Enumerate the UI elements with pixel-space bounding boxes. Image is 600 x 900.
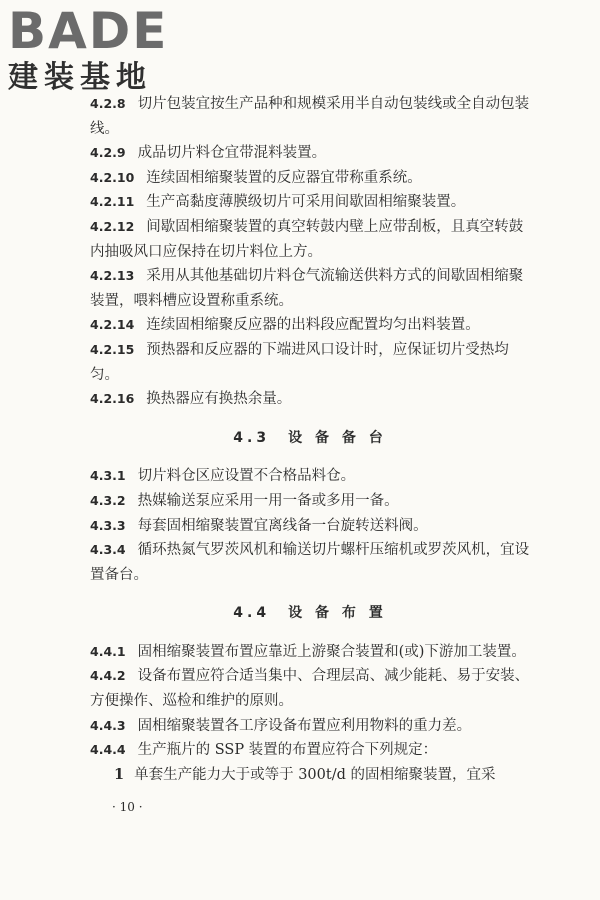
clause-text: 热媒输送泵应采用一用一备或多用一备。 (137, 492, 399, 509)
clause-text: 生产高黏度薄膜级切片可采用间歇固相缩聚装置。 (146, 194, 466, 211)
clause-number: 4.3.4 (90, 542, 126, 558)
clause-item (90, 92, 530, 141)
clause-item (90, 387, 530, 412)
logo-brand: BADE (8, 2, 169, 60)
section-4-2 (90, 92, 530, 412)
clause-item (90, 313, 530, 338)
clause-number: 4.2.8 (90, 96, 126, 111)
clause-item (90, 141, 530, 166)
clause-item (90, 640, 530, 665)
clause-item (90, 338, 530, 387)
clause-item (90, 514, 530, 539)
section-heading-4-4: 4.4 设 备 布 置 (233, 605, 387, 622)
document-body (90, 92, 530, 787)
clause-text: 连续固相缩聚反应器的出料段应配置均匀出料装置。 (146, 317, 480, 334)
clause-number: 4.4.2 (90, 668, 126, 684)
clause-number: 4.2.13 (90, 268, 135, 284)
clause-text: 固相缩聚装置布置应靠近上游聚合装置和(或)下游加工装置。 (137, 643, 526, 660)
clause-number: 4.3.1 (90, 468, 126, 484)
clause-text: 换热器应有换热余量。 (146, 391, 292, 408)
clause-number: 4.2.12 (90, 218, 135, 234)
clause-number: 4.2.14 (90, 317, 135, 333)
sub-item-number: 1 (114, 765, 125, 783)
section-heading-4-3: 4.3 设 备 备 台 (233, 429, 387, 446)
clause-number: 4.4.4 (90, 742, 126, 758)
sub-item (90, 763, 530, 788)
clause-item (90, 215, 530, 264)
clause-text: 循环热氮气罗茨风机和输送切片螺杆压缩机或罗茨风机，宜设置备台。 (90, 542, 530, 583)
clause-item (90, 538, 530, 587)
clause-text: 间歇固相缩聚装置的真空转鼓内壁上应带刮板，且真空转鼓内抽吸风口应保持在切片料位上方。 (90, 218, 524, 260)
section-4-3 (90, 464, 530, 587)
clause-item (90, 190, 530, 215)
clause-text: 成品切片料仓宜带混料装置。 (137, 145, 327, 162)
clause-text: 预热器和反应器的下端进风口设计时，应保证切片受热均匀。 (90, 341, 509, 383)
clause-number: 4.4.1 (90, 643, 126, 659)
clause-text: 固相缩聚装置各工序设备布置应利用物料的重力差。 (137, 717, 472, 734)
sub-item-text: 单套生产能力大于或等于 300t/d 的固相缩聚装置，宜采 (134, 766, 496, 783)
section-4-4 (90, 640, 530, 763)
clause-number: 4.2.11 (90, 194, 135, 210)
clause-text: 切片包装宜按生产品种和规模采用半自动包装线或全自动包装线。 (90, 96, 530, 137)
clause-item (90, 664, 530, 713)
clause-number: 4.2.16 (90, 391, 135, 407)
logo (8, 2, 178, 96)
clause-number: 4.2.10 (90, 169, 135, 185)
clause-text: 切片料仓区应设置不合格品料仓。 (137, 468, 356, 485)
logo-subtitle: 建装基地 (8, 60, 152, 95)
clause-number: 4.2.15 (90, 341, 135, 357)
clause-item (90, 464, 530, 489)
clause-item (90, 264, 530, 313)
clause-text: 生产瓶片的 SSP 装置的布置应符合下列规定： (137, 742, 438, 759)
clause-text: 设备布置应符合适当集中、合理层高、减少能耗、易于安装、方便操作、巡检和维护的原则。 (90, 668, 530, 710)
clause-item (90, 714, 530, 739)
clause-text: 采用从其他基础切片料仓气流输送供料方式的间歇固相缩聚装置，喂料槽应设置称重系统。 (90, 268, 524, 309)
clause-item (90, 489, 530, 514)
clause-item (90, 738, 530, 763)
clause-number: 4.2.9 (90, 145, 126, 161)
clause-number: 4.4.3 (90, 717, 126, 733)
clause-number: 4.3.3 (90, 517, 126, 533)
clause-text: 连续固相缩聚装置的反应器宜带称重系统。 (146, 169, 422, 186)
clause-number: 4.3.2 (90, 492, 126, 508)
clause-text: 每套固相缩聚装置宜离线备一台旋转送料阀。 (137, 517, 428, 534)
clause-item (90, 166, 530, 191)
page-number: · 10 · (112, 800, 143, 814)
